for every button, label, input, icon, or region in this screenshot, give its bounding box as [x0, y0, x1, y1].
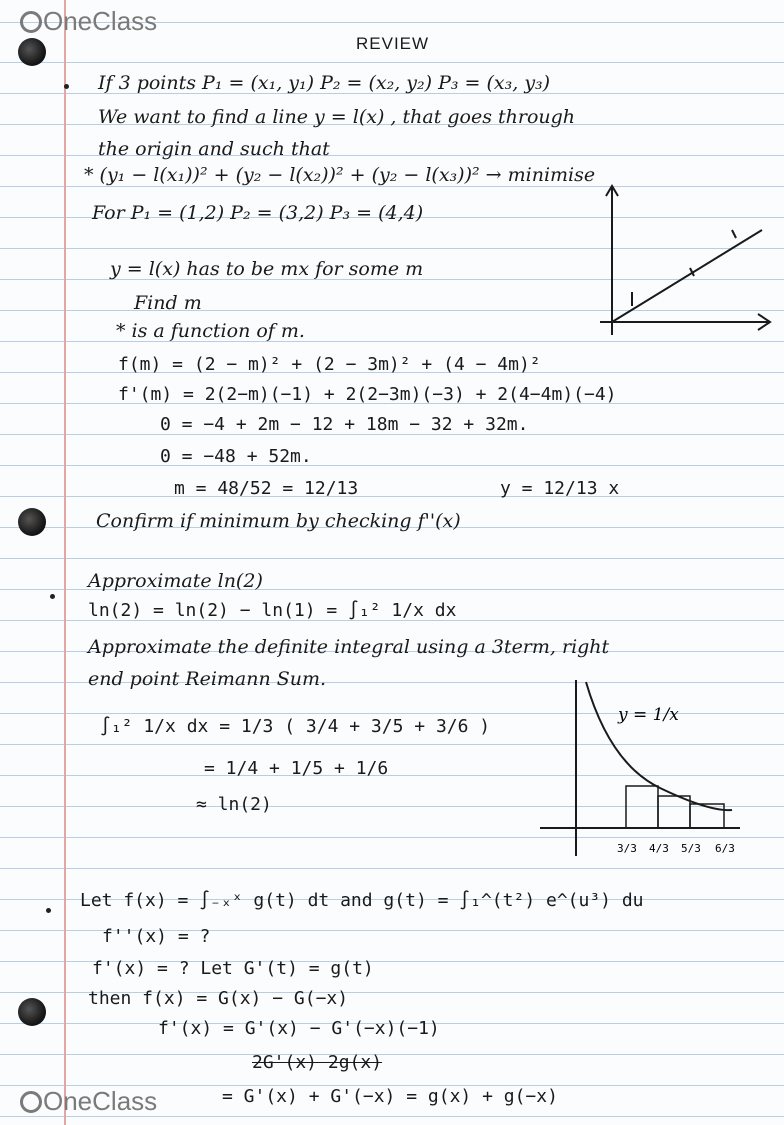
- binder-hole: [18, 38, 46, 66]
- page-title: REVIEW: [356, 34, 430, 53]
- s3-defs: Let f(x) = ∫₋ₓˣ g(t) dt and g(t) = ∫₁^(t²) e^(u³) du: [80, 890, 644, 911]
- tick-labels: [617, 842, 735, 855]
- bullet: [50, 594, 55, 599]
- s2-ln-eq: ln(2) = ln(2) − ln(1) = ∫₁² 1/x dx: [88, 600, 457, 621]
- s1-f-prime: f'(m) = 2(2−m)(−1) + 2(2−3m)(−3) + 2(4−4m)(−4): [118, 384, 617, 405]
- riemann-rect: [626, 786, 658, 828]
- s1-goal-line2: the origin and such that: [98, 138, 330, 160]
- margin-line: [64, 0, 66, 1125]
- s1-confirm: Confirm if minimum by checking f''(x): [96, 510, 461, 532]
- s1-goal-line1: We want to find a line y = l(x) , that goes through: [98, 106, 576, 128]
- s2-sum: = 1/4 + 1/5 + 1/6: [204, 758, 389, 779]
- s3-final: = G'(x) + G'(−x) = g(x) + g(−x): [222, 1086, 558, 1107]
- s2-riemann: ∫₁² 1/x dx = 1/3 ( 3/4 + 3/5 + 3/6 ): [100, 716, 491, 737]
- s1-points: For P₁ = (1,2) P₂ = (3,2) P₃ = (4,4): [92, 202, 424, 224]
- bullet: [64, 84, 69, 89]
- s1-f-m: f(m) = (2 − m)² + (2 − 3m)² + (4 − 4m)²: [118, 354, 541, 375]
- data-mark: [732, 230, 736, 238]
- s2-approx: Approximate ln(2): [88, 570, 263, 592]
- s1-objective: * (y₁ − l(x₁))² + (y₂ − l(x₂))² + (y₂ − l(x₃))² → minimise: [84, 164, 596, 186]
- curve-one-over-x: [586, 682, 732, 810]
- s1-zero2: 0 = −48 + 52m.: [160, 446, 312, 467]
- brand-text-top: OneClass: [43, 6, 158, 36]
- brand-logo-bottom: [20, 1086, 157, 1117]
- s1-find: Find m: [134, 292, 202, 314]
- s2-instr2: end point Reimann Sum.: [88, 668, 327, 690]
- riemann-sum-sketch: [540, 676, 750, 866]
- s1-m-value: m = 48/52 = 12/13: [174, 478, 359, 499]
- tick-label: 6/3: [715, 842, 735, 855]
- brand-logo-top: [20, 6, 157, 37]
- line-fit-sketch: [590, 180, 780, 340]
- s1-intro: If 3 points P₁ = (x₁, y₁) P₂ = (x₂, y₂) P₃ = (x₃, y₃): [98, 72, 551, 94]
- s3-deriv: f'(x) = G'(x) − G'(−x)(−1): [158, 1018, 440, 1039]
- fit-line: [612, 230, 762, 322]
- s1-fn-of-m: * is a function of m.: [116, 320, 305, 342]
- binder-hole: [18, 998, 46, 1026]
- bullet: [46, 908, 51, 913]
- brand-text-bottom: OneClass: [43, 1086, 158, 1116]
- s3-q2: f'(x) = ? Let G'(t) = g(t): [92, 958, 374, 979]
- s3-crossed-out: 2G'(x) 2g(x): [252, 1052, 383, 1073]
- s3-then: then f(x) = G(x) − G(−x): [88, 988, 349, 1009]
- riemann-rect: [658, 796, 690, 828]
- s2-approx-ln: ≈ ln(2): [196, 794, 272, 815]
- curve-label: y = 1/x: [618, 705, 679, 725]
- logo-circle-icon: [20, 1091, 42, 1113]
- s1-y-eq: y = 12/13 x: [500, 478, 620, 499]
- s1-zero1: 0 = −4 + 2m − 12 + 18m − 32 + 32m.: [160, 414, 529, 435]
- s2-instr1: Approximate the definite integral using a 3term, right: [88, 636, 610, 658]
- s3-q1: f''(x) = ?: [102, 926, 211, 947]
- tick-label: 5/3: [681, 842, 701, 855]
- s1-form: y = l(x) has to be mx for some m: [110, 258, 424, 280]
- tick-label: 3/3: [617, 842, 637, 855]
- logo-circle-icon: [20, 11, 42, 33]
- binder-hole: [18, 508, 46, 536]
- tick-label: 4/3: [649, 842, 669, 855]
